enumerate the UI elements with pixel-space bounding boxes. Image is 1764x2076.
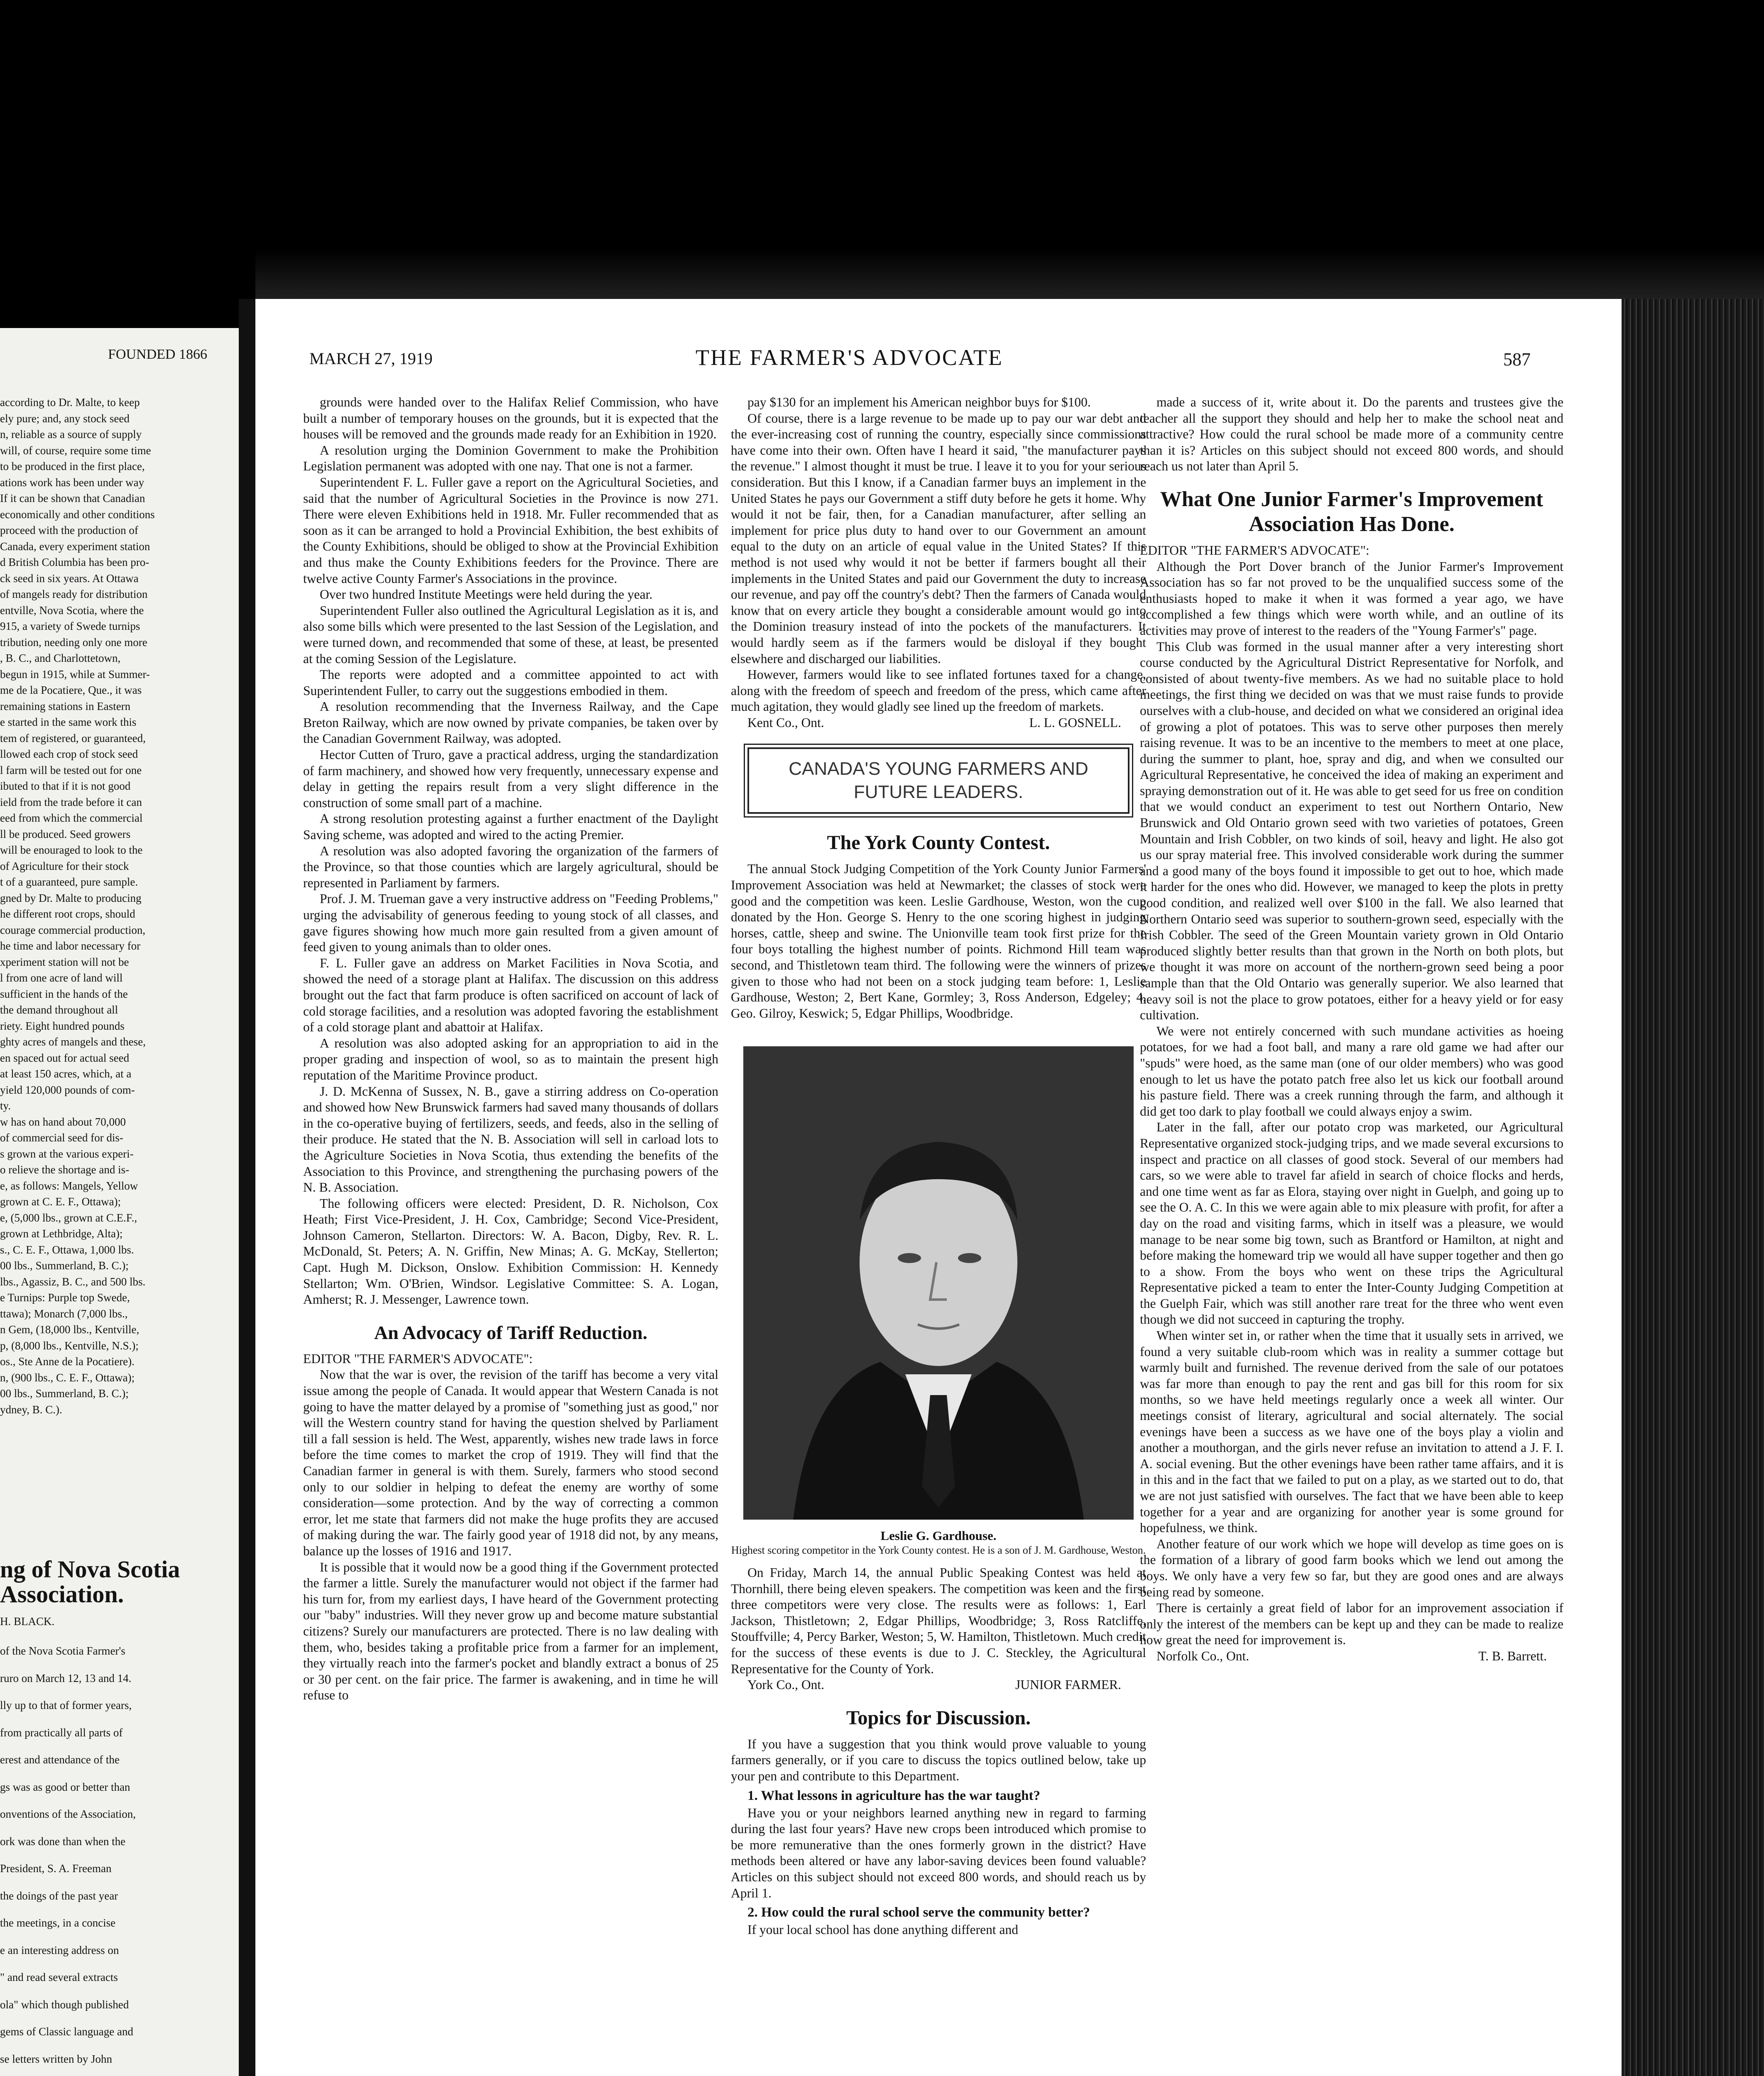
text-line: 00 lbs., Summerland, B. C.); (0, 1259, 129, 1272)
text-line: grown at C. E. F., Ottawa); (0, 1195, 121, 1208)
paragraph: However, farmers would like to see inflated fortunes taxed for a change, along with the freedom of speech and freedom of the press, which came after much agitation, they would gladly see lined up the freedom of markets. (731, 667, 1146, 714)
portrait-photo (743, 1046, 1134, 1520)
right-page (255, 299, 1622, 2076)
paragraph: The reports were adopted and a committee appointed to act with Superintendent Fuller, to carry out the suggestions embodied in them. (303, 667, 718, 698)
signature-barrett (1140, 1648, 1563, 1665)
signature-place: Norfolk Co., Ont. (1156, 1648, 1250, 1663)
york-contest-paragraph: The annual Stock Judging Competition of the York County Junior Farmers' Improvement Association was held at Newmarket; the classes of stock were good and the competition was keen. Leslie Gardhouse, Weston, won the cup donated by the Hon. George S. Henry to the one scoring highest in judging horses, cattle, sheep and swine. The Unionville team took first prize for the four boys totalling the highest number of points. Richmond Hill team was second, and Thistletown team third. The following were the winners of prizes given to those who had not been on a stock judging team before: 1, Leslie Gardhouse, Weston; 2, Bert Kane, Gormley; 3, Ross Anderson, Edgeley; 4, Geo. Gilroy, Keswick; 5, Edgar Phillips, Woodbridge. (731, 862, 1146, 1021)
text-line: of commercial seed for dis- (0, 1131, 123, 1144)
text-line: ll be produced. Seed growers (0, 827, 131, 840)
text-line: ck seed in six years. At Ottawa (0, 572, 139, 585)
paragraph: Now that the war is over, the revision of the tariff has become a very vital issue among the people of Canada. It would appear that Western Canada is not going to have the matter delayed by a promise of "something just as good," nor will the Western country stand for having the question shelved by Parliament till a fall session is held. The West, apparently, wishes new trade laws in force before the time comes to market the crop of 1919. They will find that the Canadian farmer in general is with them. Surely, farmers who stood second only to our soldier in helping to defeat the enemy are worthy of some consideration—some protection. And by the way of correcting a common error, let me state that farmers did not make the huge profits they are accused of making during the war. The fairly good year of 1918 did not, by any means, balance up the losses of 1916 and 1917. (303, 1367, 718, 1558)
paragraph: Another feature of our work which we hope will develop as time goes on is the formation of a library of good farm books which we lend out among the boys. We only have a very few so far, but they are good ones and are always being read by someone. (1140, 1536, 1563, 1599)
paragraph: A resolution was also adopted favoring the organization of the farmers of the Province, so that those counties which are largely agricultural, should be represented in Parliament by farmers. (303, 843, 718, 890)
text-line: ola" which though published (0, 1998, 129, 2011)
signature-name: T. B. Barrett. (1478, 1648, 1547, 1663)
left-page-text-2 (0, 1632, 233, 2076)
topics-intro: If you have a suggestion that you think would prove valuable to young farmers generally, or if you care to discuss the topics outlined below, take up your pen and contribute to this Department. (731, 1736, 1146, 1783)
text-line: he time and labor necessary for (0, 940, 141, 952)
left-running-head: FOUNDED 1866 (108, 347, 207, 362)
text-line: n, (900 lbs., C. E. F., Ottawa); (0, 1371, 135, 1384)
signature-name: L. L. GOSNELL. (1029, 715, 1121, 730)
masthead-title: THE FARMER'S ADVOCATE (696, 345, 1003, 370)
column-2 (731, 394, 1146, 1938)
text-line: tem of registered, or guaranteed, (0, 732, 146, 744)
text-line: d British Columbia has been pro- (0, 556, 149, 568)
text-line: s., C. E. F., Ottawa, 1,000 lbs. (0, 1243, 134, 1256)
text-line: e, as follows: Mangels, Yellow (0, 1179, 138, 1192)
text-line: l from one acre of land will (0, 972, 123, 984)
text-line: o relieve the shortage and is- (0, 1163, 130, 1176)
text-line: courage commercial production, (0, 923, 146, 936)
issue-date: MARCH 27, 1919 (309, 349, 433, 368)
text-line: n, reliable as a source of supply (0, 428, 142, 441)
text-line: ield from the trade before it can (0, 796, 142, 808)
paragraph: pay $130 for an implement his American neighbor buys for $100. (747, 395, 1091, 409)
portrait-illustration (743, 1046, 1134, 1520)
column-3 (1140, 394, 1563, 1665)
topic-1-text: Have you or your neighbors learned anything new in regard to farming during the last four years? Have new crops been introduced which promise to be more remunerative than the ones formerly grown in the district? Have methods been altered or have any labor-saving devices been found valuable? Articles on this subject should not exceed 800 words, and should reach us by April 1. (731, 1805, 1146, 1900)
text-line: from practically all parts of (0, 1726, 123, 1739)
signature-name: JUNIOR FARMER. (1015, 1677, 1121, 1692)
text-line: begun in 1915, while at Summer- (0, 668, 150, 681)
text-line: llowed each crop of stock seed (0, 748, 138, 760)
text-line: at least 150 acres, which, at a (0, 1067, 132, 1080)
paragraph: Of course, there is a large revenue to be made up to pay our war debt and the ever-increasing cost of running the country, especially since commissions have come into their own. Often have I heard it said, "the manufacturer pays the revenue." I almost thought it must be true. I leave it to you for your serious consideration. But this I know, if a Canadian farmer buys an implement in the United States he pays our Government a stiff duty before he gets it home. Why would it not be fair, then, for a Canadian manufacturer, after selling an implement for price plus duty to hand over to our Government an amount equal to the duty on an article of equal value in the United States? If this method is not used why would it not be better if farmers bought all their implements in the United States and paid our Government the duty to increase our revenue, and pay off the country's debt? Then the farmers of Canada would know that on every article they bought a considerable amount would go into the Dominion treasury instead of into the pockets of the manufacturers. It would hardly seem as if the farmers would be disloyal if they bought elsewhere and discharged our liabilities. (731, 411, 1146, 666)
tariff-editor-line: EDITOR "THE FARMER'S ADVOCATE": (303, 1351, 533, 1366)
paragraph: Prof. J. M. Trueman gave a very instructive address on "Feeding Problems," urging the advisability of generous feeding to young stock of all classes, and gave figures showing how much more gain resulted from a given amount of feed given to young animals than to older ones. (303, 891, 718, 955)
text-line: ttawa); Monarch (7,000 lbs., (0, 1307, 128, 1320)
text-line: lly up to that of former years, (0, 1699, 132, 1711)
text-line: President, S. A. Freeman (0, 1862, 112, 1875)
text-line: p, (8,000 lbs., Kentville, N.S.); (0, 1339, 139, 1352)
paragraph: A strong resolution protesting against a further enactment of the Daylight Saving scheme, was adopted and wired to the acting Premier. (303, 811, 718, 842)
paragraph: J. D. McKenna of Sussex, N. B., gave a stirring address on Co-operation and showed how New Brunswick farmers had saved many thousands of dollars in the co-operative buying of fertilizers, seeds, and feeds, also in the selling of their produce. He stated that the N. B. Association will sell in carload lots to the Agriculture Societies in Nova Scotia, thus extending the benefits of the Association to this Province, and strengthening the purchasing powers of the N. B. Association. (303, 1084, 718, 1195)
left-page-text (0, 394, 233, 1417)
text-line: of mangels ready for distribution (0, 588, 148, 600)
text-line: proceed with the production of (0, 524, 138, 536)
text-line: will, of course, require some time (0, 444, 151, 457)
paragraph: This Club was formed in the usual manner after a very interesting short course conducted by the Agricultural District Representative for Norfolk, and consisted of about twenty-five members. As we had no suitable place to hold meetings, the first thing we decided on was that we must raise funds to provide ourselves with a club-house, and decided on what we considered an original idea of growing a plot of potatoes. This was to serve other purposes then merely raising revenue. It was to be an incentive to the members to meet at one place, during the summer to plant, hoe, spray and dig, and when we consulted our Agricultural Representative, he conceived the idea of making an experiment and spraying demonstration out of it. He was able to get seed for us free on condition that we would conduct an experiment to test out Northern Ontario, New Brunswick and Old Ontario grown seed with two varieties of potatoes, Green Mountain and Irish Cobbler, on two kinds of soil, heavy and light. He also got us our spray material free. This involved considerable work during the summer and a good many of the boys found it impossible to get out to hoe, which made it harder for the ones who did. However, we managed to keep the plots in pretty good condition, and realized well over $100 in the fall. We also learned that Northern Ontario seed was superior to southern-grown seed, especially with the Irish Cobbler. The seed of the Green Mountain variety grown in Old Ontario produced slightly better results than that grown in the North on both plots, but we thought it was more on account of the northern-grown seed being a poor sample than that the Old Ontario was generally superior. We also learned that heavy soil is not the place to grow potatoes, either for a heavy yield or for easy cultivation. (1140, 639, 1563, 1023)
text-line: ations work has been under way (0, 476, 145, 489)
text-line: ghty acres of mangels and these, (0, 1036, 146, 1048)
paragraph: A resolution was also adopted asking for an appropriation to aid in the proper grading and inspection of wool, so as to maintain the present high reputation of the Maritime Province product. (303, 1036, 718, 1082)
tariff-paragraphs (303, 1367, 718, 1703)
text-line: erest and attendance of the (0, 1753, 120, 1766)
text-line: ork was done than when the (0, 1835, 126, 1848)
paragraph: A resolution urging the Dominion Government to make the Prohibition Legislation permanent was adopted with one nay. That one is not a farmer. (303, 443, 718, 474)
paragraph: We were not entirely concerned with such mundane activities as hoeing potatoes, for we had a foot ball, and many a rare old game we had after our "spuds" were hoed, as the same man (one of our older members) who was good enough to let us have the potato patch free also let us kick our football around his pasture field. There was a creek running through the farm, and although it did get too dark to play football we could always enjoy a swim. (1140, 1023, 1563, 1119)
text-line: If it can be shown that Canadian (0, 492, 145, 504)
text-line: os., Ste Anne de la Pocatiere). (0, 1355, 135, 1368)
topic-2-text: If your local school has done anything different and (747, 1922, 1018, 1937)
paragraph: It is possible that it would now be a good thing if the Government protected the farmer a little. Surely the manufacturer would not object if the farmer had his turn for, from my earliest days, I have heard of the Government protecting our "baby" industries. Will they never grow up and become mature substantial citizens? Surely our manufacturers are protected. There is no law dealing with them, who, besides taking a profitable price from a farmer for an implement, they virtually reach into the farmer's pocket and blandly extract a bonus of 25 or 30 per cent. on the fair price. The farmer is awakening, and in time he will refuse to (303, 1559, 718, 1703)
text-line: riety. Eight hundred pounds (0, 1019, 125, 1032)
paragraph: F. L. Fuller gave an address on Market Facilities in Nova Scotia, and showed the need of a storage plant at Halifax. The discussion on this address brought out the fact that farm produce is often sacrificed on account of lack of cold storage facilities, and a resolution was adopted favoring the establishment of a cold storage plant and abattoir at Halifax. (303, 955, 718, 1035)
text-line: e Turnips: Purple top Swede, (0, 1291, 130, 1304)
text-line: 915, a variety of Swede turnips (0, 620, 140, 632)
topic-1-question: 1. What lessons in agriculture has the war taught? (747, 1788, 1040, 1803)
text-line: the demand throughout all (0, 1004, 118, 1016)
text-line: according to Dr. Malte, to keep (0, 396, 140, 409)
paragraph: grounds were handed over to the Halifax Relief Commission, who have built a number of temporary houses on the grounds, but it is expected that the houses will be removed and the grounds made ready for an Exhibition in 1920. (303, 395, 718, 442)
text-line: Canada, every experiment station (0, 540, 150, 553)
topics-continued: made a success of it, write about it. Do the parents and trustees give the teacher all the support they should and help her to make the school neat and attractive? How could the rural school be made more of a community centre than it is? Articles on this subject should not exceed 800 words, and should reach us not later than April 5. (1140, 395, 1563, 474)
text-line: n Gem, (18,000 lbs., Kentville, (0, 1323, 140, 1336)
text-line: remaining stations in Eastern (0, 700, 131, 712)
text-line: e started in the same work this (0, 716, 137, 728)
text-line: ydney, B. C.). (0, 1403, 62, 1416)
text-line: 00 lbs., Summerland, B. C.); (0, 1387, 129, 1400)
paragraph: Hector Cutten of Truro, gave a practical address, urging the standardization of farm machinery, and showed how very frequently, unnecessary expense and delay in getting the repairs result from a very slight difference in the construction of some small part of a machine. (303, 747, 718, 810)
text-line: gems of Classic language and (0, 2025, 133, 2038)
text-line: , B. C., and Charlottetown, (0, 652, 121, 664)
paragraph: Superintendent F. L. Fuller gave a report on the Agricultural Societies, and said that the number of Agricultural Societies in the Province is now 271. There were eleven Exhibitions held in 1918. Mr. Fuller recommended that as soon as it can be arranged to hold a Provincial Exhibition, the best exhibits of the County Exhibitions, should be obliged to show at the Provincial Exhibition and thus make the County Exhibitions feeders for the Province. There are twelve active County Farmer's Associations in the province. (303, 475, 718, 586)
text-line: to be produced in the first place, (0, 460, 145, 472)
text-line: ty. (0, 1099, 11, 1112)
text-line: gs was as good or better than (0, 1780, 130, 1793)
topic-2-question: 2. How could the rural school serve the community better? (747, 1905, 1090, 1920)
port-dover-paragraphs (1140, 559, 1563, 1648)
text-line: economically and other conditions (0, 508, 155, 521)
text-line: gned by Dr. Malte to producing (0, 891, 142, 904)
text-line: me de la Pocatiere, Que., it was (0, 684, 142, 696)
text-line: grown at Lethbridge, Alta); (0, 1227, 123, 1240)
text-line: en spaced out for actual seed (0, 1051, 130, 1064)
column-1-paragraphs (303, 394, 718, 1308)
york-contest-heading: The York County Contest. (827, 832, 1050, 854)
text-line: of Agriculture for their stock (0, 859, 129, 872)
left-page-byline: H. BLACK. (0, 1615, 55, 1628)
paragraph: When winter set in, or rather when the time that it usually sets in arrived, we found a very suitable club-room which was in reality a summer cottage but warmly built and furnished. The revenue derived from the sale of our potatoes was far more than enough to pay the rent and gas bill for this room for six months, so we have held meetings regularly once a week all winter. Our meetings consist of literary, agricultural and social alternately. The social evenings have been a success as we have one of the boys play a violin and another a mouthorgan, and the girls never refuse an invitation to attend a J. F. I. A. social evening. But the other evenings have been rather tame affairs, and it is in this and in the fact that we failed to put on a play, as we started out to do, that we are not just satisfied with ourselves. The fact that we have been able to keep together for a year and are organizing for another year is some ground for hopefulness, we think. (1140, 1328, 1563, 1535)
text-line: yield 120,000 pounds of com- (0, 1083, 135, 1096)
text-line: w has on hand about 70,000 (0, 1115, 126, 1128)
port-dover-heading: What One Junior Farmer's Improvement Association Has Done. (1160, 487, 1544, 536)
page-stack-top (255, 249, 1764, 299)
portrait-caption-text: Highest scoring competitor in the York County contest. He is a son of J. M. Gardhouse, Weston. (731, 1544, 1146, 1556)
left-page-headline: ng of Nova Scotia Association. (0, 1556, 180, 1608)
text-line: will be enouraged to look to the (0, 844, 143, 856)
signature-place: Kent Co., Ont. (747, 715, 824, 730)
topics-heading: Topics for Discussion. (846, 1706, 1031, 1729)
text-line: entville, Nova Scotia, where the (0, 604, 144, 617)
text-line: ibuted to that if it is not good (0, 780, 131, 792)
page-number: 587 (1503, 349, 1531, 370)
text-line: se letters written by John (0, 2052, 112, 2065)
text-line: ely pure; and, any stock seed (0, 412, 130, 425)
paragraph: The following officers were elected: President, D. R. Nicholson, Cox Heath; First Vice-President, J. H. Cox, Cambridge; Second Vice-President, Johnson Cameron, Stellarton. Directors: W. A. Bacon, Digby, Rev. R. L. McDonald, St. Peters; A. N. Griffin, New Minas; A. G. McKay, Stellerton; Capt. Hugh M. Dickson, Onslow. Exhibition Commission: H. Kennedy Stellarton; Wm. O'Brien, Windsor. Legislative Committee: S. A. Logan, Amherst; R. J. Messenger, Lawrence town. (303, 1196, 718, 1307)
text-line: " and read several extracts (0, 1971, 118, 1983)
paragraph: There is certainly a great field of labor for an improvement association if only the interest of the members can be kept up and they can be made to realize how great the need for improvement is. (1140, 1601, 1563, 1648)
left-page (0, 328, 239, 2076)
section-banner: CANADA'S YOUNG FARMERS AND FUTURE LEADERS. (747, 747, 1129, 814)
text-line: he different root crops, should (0, 908, 135, 920)
text-line: onventions of the Association, (0, 1808, 136, 1820)
paragraph: A resolution recommending that the Inverness Railway, and the Cape Breton Railway, which are now owned by private companies, be taken over by the Canadian Government Railway, was adopted. (303, 699, 718, 746)
column-2-paragraphs (731, 394, 1146, 715)
public-speaking-paragraph: On Friday, March 14, the annual Public Speaking Contest was held at Thornhill, there being eleven speakers. The competition was keen and the first three competitors were very close. The results were as follows: 1, Earl Jackson, Thistletown; 2, Edgar Phillips, Woodbridge; 3, Ross Ratcliffe, Stouffville; 4, Percy Barker, Weston; 5, W. Hamilton, Thistletown. Much credit for the success of these events is due to J. C. Steckley, the Agricultural Representative for the County of York. (731, 1565, 1146, 1676)
text-line: the doings of the past year (0, 1889, 118, 1902)
text-line: tribution, needing only one more (0, 636, 147, 649)
text-line: e an interesting address on (0, 1944, 119, 1956)
signature-junior-farmer (731, 1677, 1146, 1693)
text-line: lbs., Agassiz, B. C., and 500 lbs. (0, 1275, 146, 1288)
text-line: s grown at the various experi- (0, 1147, 134, 1160)
text-line: sufficient in the hands of the (0, 987, 128, 1000)
page-edges (1622, 299, 1764, 2076)
text-line: l farm will be tested out for one (0, 764, 142, 776)
text-line: e, (5,000 lbs., grown at C.E.F., (0, 1211, 137, 1224)
text-line: xperiment station will not be (0, 955, 129, 968)
signature-gosnell (731, 715, 1146, 731)
text-line: of the Nova Scotia Farmer's (0, 1645, 125, 1657)
text-line: ruro on March 12, 13 and 14. (0, 1672, 132, 1684)
paragraph: Although the Port Dover branch of the Junior Farmer's Improvement Association has so far not proved to be the unqualified success some of the enthusiasts hoped to make it when it was formed a year ago, we have accomplished a few things which were worth while, and an outline of its activities may prove of interest to the readers of the "Young Farmer's" page. (1140, 559, 1563, 638)
text-line: t of a guaranteed, pure sample. (0, 876, 138, 888)
book-gutter (239, 299, 255, 2076)
tariff-heading: An Advocacy of Tariff Reduction. (374, 1322, 648, 1343)
portrait-caption-name: Leslie G. Gardhouse. (880, 1528, 997, 1543)
paragraph: Later in the fall, after our potato crop was marketed, our Agricultural Representative organized stock-judging trips, and we made several excursions to inspect and practice on all classes of good stock. Several of our members had cars, so we were able to travel far afield in search of choice flocks and herds, and one time went as far as Elora, staying over night in Guelph, and going up to see the O. A. C. In this we were again able to mix pleasure with profit, for after a day on the road and visiting farms, which in itself was a pleasure, we would manage to be near some big town, such as Brantford or Hamilton, at night and before making the homeward trip we would all have supper together and then go to a show. From the boys who went on these trips the Agricultural Representative picked a team to enter the Inter-County Judging Competition at the Guelph Fair, which was still another rare treat for the three who went even though we did not succeed in capturing the trophy. (1140, 1120, 1563, 1327)
column-1 (303, 394, 718, 1704)
signature-place: York Co., Ont. (747, 1677, 824, 1692)
paragraph: Superintendent Fuller also outlined the Agricultural Legislation as it is, and also some bills which were presented to the last Session of the Legislation, and were turned down, and recommended that some of these, at least, be presented at the coming Session of the Legislature. (303, 603, 718, 666)
text-line: eed from which the commercial (0, 812, 143, 824)
port-dover-editor-line: EDITOR "THE FARMER'S ADVOCATE": (1140, 543, 1370, 558)
text-line: the meetings, in a concise (0, 1917, 116, 1929)
paragraph: Over two hundred Institute Meetings were held during the year. (320, 587, 653, 602)
